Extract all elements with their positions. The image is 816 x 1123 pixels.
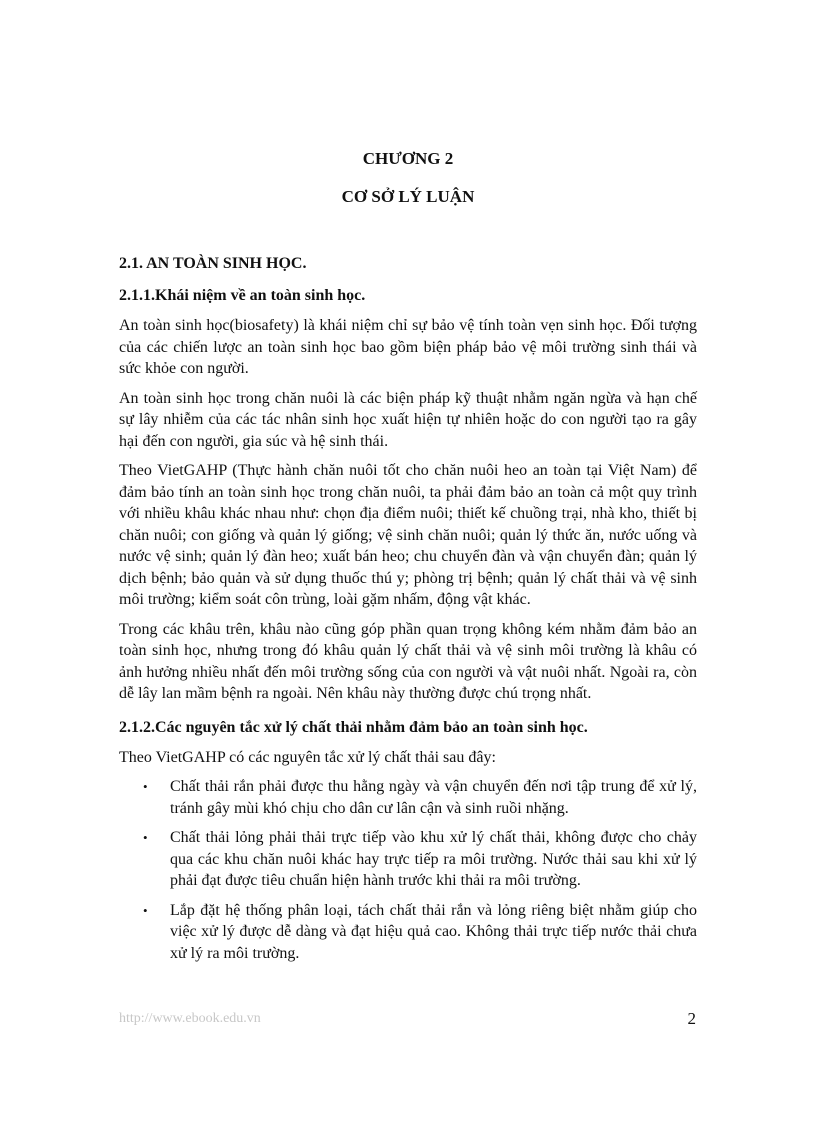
paragraph: An toàn sinh học trong chăn nuôi là các biện pháp kỹ thuật nhằm ngăn ngừa và hạn chế sự lây nhiễm của các tác nhân sinh học xuất hiện tự nhiên hoặc do con người tạo ra gây hại đến con người, gia súc và hệ sinh thái. (119, 389, 697, 450)
subsection-heading-1: 2.1.1.Khái niệm về an toàn sinh học. (119, 287, 366, 304)
page-number: 2 (687, 1009, 696, 1028)
bullet-icon: • (143, 779, 148, 794)
paragraph: An toàn sinh học(biosafety) là khái niệm chỉ sự bảo vệ tính toàn vẹn sinh học. Đối tượng của các chiến lược an toàn sinh học bao gồm biện pháp bảo vệ môi trường sinh thái và sức khỏe con người. (119, 317, 697, 377)
bullet-icon: • (143, 830, 148, 845)
subsection-heading-2: 2.1.2.Các nguyên tắc xử lý chất thải nhằm đảm bảo an toàn sinh học. (119, 718, 588, 736)
list-item (119, 776, 697, 819)
list-item (119, 827, 697, 892)
chapter-title: CƠ SỞ LÝ LUẬN (341, 187, 475, 206)
footer-url: http://www.ebook.edu.vn (119, 1011, 261, 1026)
list-item-text: Lắp đặt hệ thống phân loại, tách chất thải rắn và lỏng riêng biệt nhằm giúp cho việc xử lý được dễ dàng và đạt hiệu quả cao. Không thải trực tiếp nước thải chưa xử lý ra môi trường. (170, 901, 697, 962)
list-item-text: Chất thải rắn phải được thu hằng ngày và vận chuyển đến nơi tập trung để xử lý, tránh gây mùi khó chịu cho dân cư lân cận và sinh ruồi nhặng. (170, 778, 697, 817)
list-intro: Theo VietGAHP có các nguyên tắc xử lý chất thải sau đây: (119, 748, 496, 766)
paragraph: Theo VietGAHP (Thực hành chăn nuôi tốt cho chăn nuôi heo an toàn tại Việt Nam) để đảm bảo tính an toàn sinh học trong chăn nuôi, ta phải đảm bảo an toàn cả một quy trình với nhiều khâu khác nhau như: chọn địa điểm nuôi; thiết kế chuồng trại, nhà kho, thiết bị chăn nuôi; con giống và quản lý giống; vệ sinh chăn nuôi; quản lý thức ăn, nước uống và nước vệ sinh; quản lý đàn heo; xuất bán heo; chu chuyển đàn và vận chuyển đàn; quản lý dịch bệnh; bảo quản và sử dụng thuốc thú y; phòng trị bệnh; quản lý chất thải và vệ sinh môi trường; kiểm soát côn trùng, loài gặm nhấm, động vật khác. (119, 462, 697, 608)
bullet-icon: • (143, 902, 148, 918)
section-heading: 2.1. AN TOÀN SINH HỌC. (119, 255, 307, 272)
principles-list (119, 776, 697, 964)
list-item-text: Chất thải lỏng phải thải trực tiếp vào khu xử lý chất thải, không được cho chảy qua các khu chăn nuôi khác hay trực tiếp ra môi trường. Nước thải sau khi xử lý phải đạt được tiêu chuẩn hiện hành trước khi thải ra môi trường. (170, 829, 697, 889)
list-item (119, 900, 697, 965)
paragraph: Trong các khâu trên, khâu nào cũng góp phần quan trọng không kém nhằm đảm bảo an toàn sinh học, nhưng trong đó khâu quản lý chất thải và vệ sinh môi trường là khâu có ảnh hưởng nhiều nhất đến môi trường sống của con người và vật nuôi nhất. Ngoài ra, còn dễ lây lan mầm bệnh ra ngoài. Nên khâu này thường được chú trọng nhất. (119, 620, 697, 702)
chapter-number: CHƯƠNG 2 (362, 149, 454, 168)
document-body (119, 253, 697, 972)
